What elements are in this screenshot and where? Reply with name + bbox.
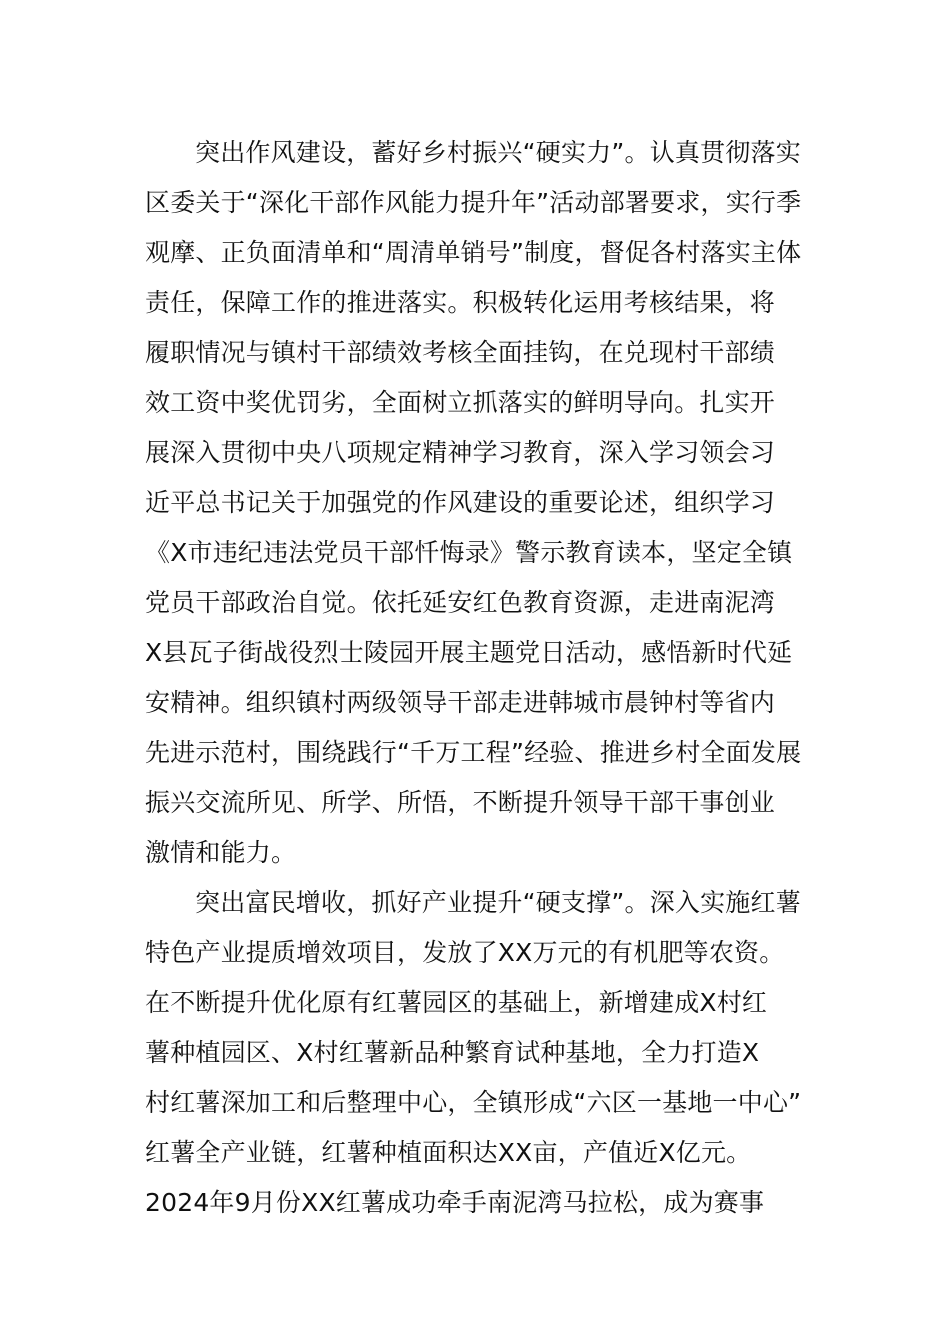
paragraph-2-line-4: 薯种植园区、X村红薯新品种繁育试种基地，全力打造X [145, 1038, 760, 1067]
paragraph-2-line-1: 突出富民增收，抓好产业提升“硬支撑”。深入实施红薯 [195, 888, 801, 917]
paragraph-1-line-14: 振兴交流所见、所学、所悟，不断提升领导干部干事创业 [145, 788, 776, 817]
paragraph-2-line-2: 特色产业提质增效项目，发放了XX万元的有机肥等农资。 [145, 938, 785, 967]
paragraph-2-line-5: 村红薯深加工和后整理中心，全镇形成“六区一基地一中心” [145, 1088, 802, 1117]
paragraph-1-line-1: 突出作风建设，蓄好乡村振兴“硬实力”。认真贯彻落实 [195, 138, 801, 167]
paragraph-2-line-7: 2024年9月份XX红薯成功牵手南泥湾马拉松，成为赛事 [145, 1188, 765, 1217]
paragraph-1-line-5: 履职情况与镇村干部绩效考核全面挂钩，在兑现村干部绩 [145, 338, 776, 367]
paragraph-1-line-2: 区委关于“深化干部作风能力提升年”活动部署要求，实行季 [145, 188, 802, 217]
paragraph-1-line-12: 安精神。组织镇村两级领导干部走进韩城市晨钟村等省内 [145, 688, 776, 717]
paragraph-1-line-3: 观摩、正负面清单和“周清单销号”制度，督促各村落实主体 [145, 238, 802, 267]
paragraph-1-line-9: 《X市违纪违法党员干部忏悔录》警示教育读本，坚定全镇 [145, 538, 793, 567]
paragraph-2-line-6: 红薯全产业链，红薯种植面积达XX亩，产值近X亿元。 [145, 1138, 752, 1167]
paragraph-1-line-11: X县瓦子街战役烈士陵园开展主题党日活动，感悟新时代延 [145, 638, 793, 667]
paragraph-1-line-6: 效工资中奖优罚劣，全面树立抓落实的鲜明导向。扎实开 [145, 388, 776, 417]
paragraph-2-line-3: 在不断提升优化原有红薯园区的基础上，新增建成X村红 [145, 988, 768, 1017]
paragraph-1-line-15: 激情和能力。 [145, 838, 297, 867]
paragraph-1-line-8: 近平总书记关于加强党的作风建设的重要论述，组织学习 [145, 488, 776, 517]
document-body [145, 128, 815, 1228]
paragraph-1-line-13: 先进示范村，围绕践行“千万工程”经验、推进乡村全面发展 [145, 738, 802, 767]
paragraph-1-line-4: 责任，保障工作的推进落实。积极转化运用考核结果，将 [145, 288, 776, 317]
paragraph-1-line-7: 展深入贯彻中央八项规定精神学习教育，深入学习领会习 [145, 438, 776, 467]
paragraph-1-line-10: 党员干部政治自觉。依托延安红色教育资源，走进南泥湾 [145, 588, 776, 617]
